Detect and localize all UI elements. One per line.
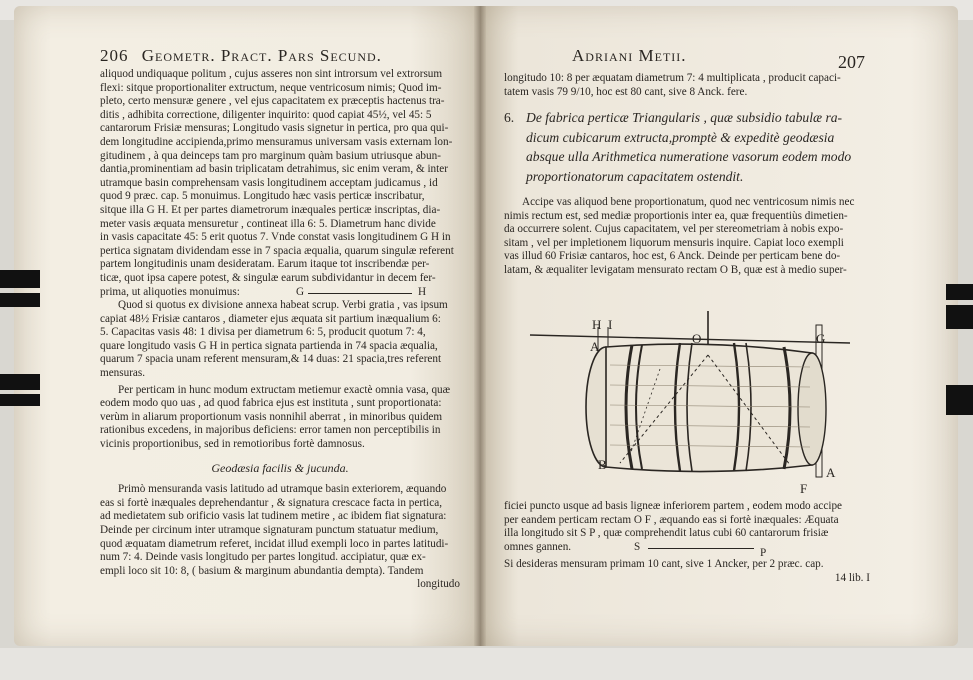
text-line: pertica signatam dividendam esse in 7 spacia æqualia, quarum singulæ referent bbox=[100, 244, 454, 257]
heading-line: dicum cubicarum extructa,promptè & expeditè geodæsia bbox=[526, 129, 835, 145]
left-running-title: Geometr. Pract. Pars Secund. bbox=[141, 46, 382, 65]
text-line: vas illud 60 Frisiæ cantaros, hoc est, 6 Anck. Deinde per perticam bene do- bbox=[504, 250, 841, 263]
text-line: Primò mensuranda vasis latitudo ad utramque basin exteriorem, æquando bbox=[118, 483, 447, 496]
sp-line bbox=[504, 540, 870, 559]
figure-label-a-right: A bbox=[826, 465, 836, 480]
binder-clip bbox=[0, 293, 40, 307]
right-top-text bbox=[504, 72, 870, 99]
left-running-head bbox=[100, 46, 382, 66]
text-line: cantarorum Frisiæ mensuras; Longitudo vasis signetur in pertica, pro qua qui- bbox=[100, 122, 449, 135]
text-line: Accipe vas aliquod bene proportionatum, quod nec ventricosum nimis nec bbox=[522, 196, 855, 208]
text-line: aliquod undiquaque politum , cujus asseres non sint introrsum vel extrorsum bbox=[100, 68, 443, 80]
left-page bbox=[14, 6, 480, 646]
left-subheading: Geodæsia facilis & jucunda. bbox=[211, 461, 349, 475]
text-line: ad medietatem sub orificio vasis lat tudinem metire , ac ibidem fiat signatura: bbox=[100, 510, 447, 523]
text-line: quod 9 præc. cap. 5 monuimus. Longitudo hæc vasis perticæ inscribatur, bbox=[100, 190, 425, 203]
text-line: nimis rectum est, sed mediæ proportionis inter ea, quæ frequentiùs dimetien- bbox=[504, 209, 848, 222]
text-line: gitudinem , à qua deinceps tam pro marginum quàm basium utriusque abun- bbox=[100, 149, 441, 162]
text-line: quod æquatam diametrum referet, incidat illud exempli loco in partes latitudi- bbox=[100, 537, 449, 550]
text-line: 5. Capacitas vasis 48: 1 divisa per diametrum 6: 5, producit quotum 7: 4, bbox=[100, 326, 426, 339]
heading-number: 6. bbox=[504, 110, 515, 125]
figure-label-f: F bbox=[800, 481, 808, 496]
heading-line: proportionatorum capacitatem ostendit. bbox=[526, 168, 744, 184]
figure-label-a-left: A bbox=[590, 339, 600, 354]
text-line: empli loco sit 10: 8, ( basium & marginum abundantia dempta). Tandem bbox=[100, 564, 424, 577]
right-page-number: 207 bbox=[838, 52, 865, 72]
binder-clip bbox=[0, 270, 40, 288]
text-line: da occurrere solent. Cujus capacitatem, vel per stereometriam à nobis expo- bbox=[504, 223, 844, 236]
text-line: pleto, certo mensuræ genere , vel ejus capacitatem ex præceptis hactenus tra- bbox=[100, 95, 445, 108]
text-line: ditis , adhibita correctione, diligenter inquirito: quod capiat 45½, vel 45: 5 bbox=[100, 108, 432, 121]
text-line: prima, ut aliquoties monuimus: bbox=[100, 285, 240, 298]
scan-background-bottom bbox=[0, 648, 973, 680]
text-line: in vasis capacitate 45: 5 erit quotus 7. Vnde constat vasis longitudinem G H in bbox=[100, 231, 451, 244]
text-line: eodem modo quo uas , ad quod fabrica ejus est instituta , sunt proportionata: bbox=[100, 397, 442, 410]
binder-clip bbox=[0, 374, 40, 390]
text-line: flexi: sitque proportionaliter extructum, neque ventricosum nimis; Quod im- bbox=[100, 81, 442, 94]
text-line: sitque illa G H. Et per partes diametrorum inæquales perticæ inscriptas, dia- bbox=[100, 203, 441, 216]
text-line: omnes gannen. bbox=[504, 540, 572, 553]
measuring-rod bbox=[530, 335, 850, 343]
barrel-body bbox=[586, 343, 826, 472]
right-bottom-text bbox=[504, 500, 870, 586]
heading-line: absque ulla Arithmetica numeratione vasorum eodem modo bbox=[526, 149, 852, 164]
text-line: num 7: 4. Deinde vasis longitudo per partes longitud. accipiatur, quæ ex- bbox=[100, 551, 426, 564]
sp-label-s: S bbox=[634, 540, 641, 553]
text-line: tatem vasis 79 9/10, hoc est 80 cant, sive 8 Anck. fere. bbox=[504, 85, 748, 98]
left-page-number: 206 bbox=[100, 46, 129, 65]
text-line: meter vasis æquata mensuretur , contineat illa 6: 5. Diametrum hanc divide bbox=[100, 217, 436, 230]
binder-clip bbox=[946, 305, 973, 329]
binder-clip bbox=[946, 284, 973, 300]
gh-label-h: H bbox=[418, 285, 427, 298]
text-line: mensuras. bbox=[100, 367, 146, 380]
book-gutter bbox=[474, 6, 486, 646]
right-body-text bbox=[504, 196, 870, 278]
right-catchword: 14 lib. I bbox=[834, 571, 870, 584]
text-line: rationibus excedens, in majoribus deficiens: error tamen non perceptibilis in bbox=[100, 424, 441, 437]
heading-line bbox=[504, 108, 894, 128]
text-line: utramque basin comprehensam vasis longitudinem acceptam judicamus , id bbox=[100, 176, 438, 189]
gh-line bbox=[100, 286, 460, 300]
text-line: Per perticam in hunc modum extructam metiemur exactè omnia vasa, quæ bbox=[118, 383, 451, 396]
text-line: capiat 48½ Frisiæ cantaros , diameter ejus æquata sit partium inæqualium 6: bbox=[100, 312, 441, 325]
binder-clip bbox=[946, 385, 973, 415]
text-line: quare longitudo vasis G H in pertica signata partienda in 74 spacia æqualia, bbox=[100, 339, 438, 352]
text-line: eas si fortè inæquales deprehendantur , & signatura crescace facta in pertica, bbox=[100, 496, 442, 509]
text-line: sitam , vel per impletionem liquorum mensuris inquire. Capiat loco exempli bbox=[504, 236, 844, 249]
text-line: latam, & æqualiter levigatam mensurato rectam O B, quæ est à medio super- bbox=[504, 263, 847, 276]
figure-label-i: I bbox=[608, 317, 613, 332]
right-running-head: Adriani Metii. bbox=[572, 46, 687, 65]
text-line: Deinde per circinum inter utramque signaturam punctum statuatur medium, bbox=[100, 524, 439, 536]
barrel-figure bbox=[520, 305, 860, 495]
left-body-text bbox=[100, 68, 460, 592]
figure-label-g: G bbox=[816, 331, 826, 346]
text-line: verùm in aliarum proportionum vasis nonnihil aberrat , in minoribus quidem bbox=[100, 410, 443, 423]
figure-label-b: B bbox=[598, 457, 607, 472]
left-catchword: longitudo bbox=[417, 578, 460, 591]
gh-label-g: G bbox=[296, 285, 305, 298]
text-line: per eandem perticam rectam O F , æquando eas si fortè inæquales: Æquata bbox=[504, 513, 839, 526]
heading-text: De fabrica perticæ Triangularis , quæ subsidio tabulæ ra- bbox=[526, 110, 843, 125]
text-line: ticæ, quot ipsa capere potest, & singulæ earum subdividantur in decem fer- bbox=[100, 271, 436, 284]
text-line: Quod si quotus ex divisione annexa habeat scrup. Verbi gratia , vas ipsum bbox=[118, 299, 448, 312]
text-line: dem longitudine accipienda,primo mensuramus universam vasis externam lon- bbox=[100, 135, 453, 148]
gh-line-segment bbox=[308, 293, 412, 294]
barrel-illustration bbox=[520, 305, 860, 495]
section-heading bbox=[504, 108, 894, 186]
sp-label-p: P bbox=[760, 546, 767, 559]
text-line: Si desideras mensuram primam 10 cant, sive 1 Ancker, per 2 præc. cap. bbox=[504, 558, 824, 571]
text-line: dantia,prominentiam ad basin triplicatam detrahimus, sic enim veram, & inter bbox=[100, 163, 448, 176]
text-line: vicinis proportionibus, sed in remotioribus fortè damnosus. bbox=[100, 438, 365, 451]
text-line: quarum 7 spacia unam referent mensuram,& 14 duas: 21 spacia,tres referent bbox=[100, 353, 442, 366]
sp-line-segment bbox=[648, 548, 754, 549]
text-line: ficiei puncto usque ad basis ligneæ inferiorem partem , eodem modo accipe bbox=[504, 500, 843, 512]
binder-clip bbox=[0, 394, 40, 406]
figure-label-o: O bbox=[692, 331, 702, 346]
text-line: longitudo 10: 8 per æquatam diametrum 7: 4 multiplicata , producit capaci- bbox=[504, 72, 841, 84]
figure-label-h: H bbox=[592, 317, 602, 332]
text-line: illa longitudo sit S P , quæ comprehendit latus cubi 60 cantarorum frisiæ bbox=[504, 527, 829, 540]
text-line: partem longitudinis unam desideratam. Earum itaque tot inscribendæ per- bbox=[100, 258, 430, 271]
